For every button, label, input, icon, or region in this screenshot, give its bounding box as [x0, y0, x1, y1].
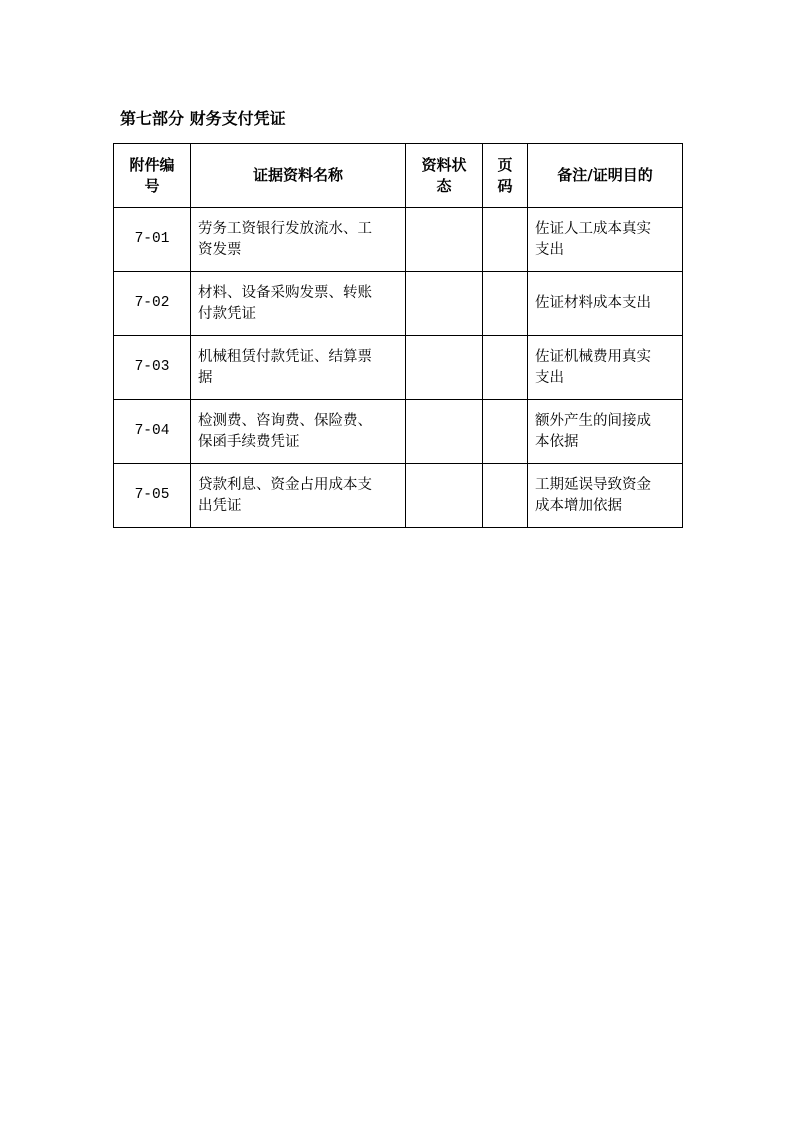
row-page: [483, 336, 528, 400]
row-page: [483, 208, 528, 272]
row-note-line1: 佐证人工成本真实: [535, 220, 651, 237]
row-evidence-name: [191, 336, 406, 400]
header-material-status-line2: 态: [436, 176, 452, 195]
table-header-row: [114, 144, 683, 208]
row-evidence-name: [191, 272, 406, 336]
table-row: [114, 272, 683, 336]
row-status: [406, 208, 483, 272]
row-note-line1: 额外产生的间接成: [535, 412, 651, 429]
header-material-status-line1: 资料状: [421, 155, 467, 174]
row-code: 7-02: [114, 272, 191, 336]
row-page: [483, 464, 528, 528]
row-evidence-name: [191, 208, 406, 272]
row-note-line2: 支出: [535, 369, 564, 386]
row-note: [528, 208, 683, 272]
header-attachment-number: [114, 144, 191, 208]
table-row: [114, 464, 683, 528]
row-evidence-name-line1: 检测费、咨询费、保险费、: [198, 412, 372, 429]
row-note: [528, 336, 683, 400]
header-page-number-line1: 页: [497, 155, 513, 174]
payment-evidence-table: [113, 143, 683, 528]
row-evidence-name-line1: 材料、设备采购发票、转账: [198, 284, 372, 301]
header-attachment-number-line1: 附件编: [129, 155, 175, 174]
row-status: [406, 336, 483, 400]
row-evidence-name: [191, 464, 406, 528]
row-status: [406, 464, 483, 528]
table-row: [114, 400, 683, 464]
row-note-line1: 佐证材料成本支出: [535, 295, 651, 311]
row-code: 7-04: [114, 400, 191, 464]
header-attachment-number-line2: 号: [144, 176, 160, 195]
header-evidence-name: 证据资料名称: [191, 144, 406, 208]
header-material-status: [406, 144, 483, 208]
table-row: [114, 336, 683, 400]
row-evidence-name-line2: 出凭证: [198, 497, 242, 514]
row-code: 7-05: [114, 464, 191, 528]
row-evidence-name: [191, 400, 406, 464]
row-page: [483, 400, 528, 464]
header-page-number-line2: 码: [497, 176, 513, 195]
row-evidence-name-line1: 贷款利息、资金占用成本支: [198, 476, 372, 493]
row-code: 7-03: [114, 336, 191, 400]
row-status: [406, 272, 483, 336]
row-note-line1: 佐证机械费用真实: [535, 348, 651, 365]
row-note: [528, 400, 683, 464]
row-evidence-name-line2: 据: [198, 369, 213, 386]
row-evidence-name-line2: 付款凭证: [198, 305, 256, 322]
row-note: [528, 272, 683, 336]
row-evidence-name-line2: 资发票: [198, 241, 242, 258]
row-note-line2: 本依据: [535, 433, 579, 450]
row-page: [483, 272, 528, 336]
row-note: [528, 464, 683, 528]
header-page-number: [483, 144, 528, 208]
row-note-line2: 成本增加依据: [535, 497, 622, 514]
row-evidence-name-line2: 保函手续费凭证: [198, 433, 300, 450]
table-row: [114, 208, 683, 272]
section-title: 第七部分 财务支付凭证: [120, 109, 286, 128]
row-note-line1: 工期延误导致资金: [535, 476, 651, 493]
header-notes-purpose: 备注/证明目的: [528, 144, 683, 208]
row-evidence-name-line1: 机械租赁付款凭证、结算票: [198, 348, 372, 365]
row-note-line2: 支出: [535, 241, 564, 258]
row-evidence-name-line1: 劳务工资银行发放流水、工: [198, 220, 372, 237]
row-code: 7-01: [114, 208, 191, 272]
row-status: [406, 400, 483, 464]
